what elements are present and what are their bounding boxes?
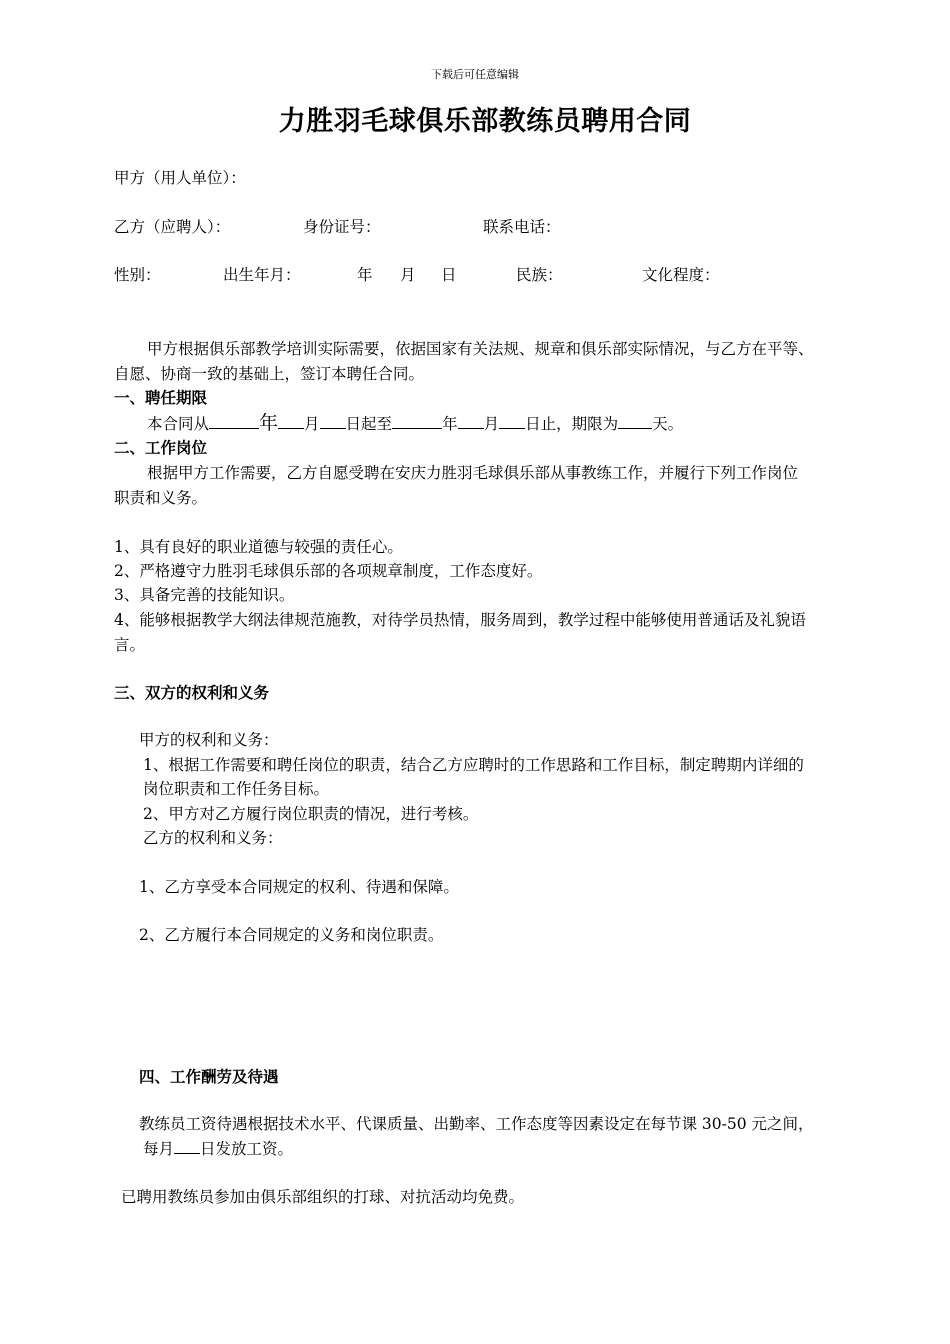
salary-text-monthly: 每月 [143, 1140, 175, 1158]
id-number-label: 身份证号： [303, 218, 381, 236]
term-text-period: 日止，期限为 [525, 415, 619, 433]
start-day-blank [320, 411, 346, 429]
birth-year-unit: 年 [357, 266, 373, 284]
party-a-label: 甲方（用人单位）： [114, 169, 246, 187]
party-a-item-1-line-1: 1、根据工作需要和聘任岗位的职责，结合乙方应聘时的工作思路和工作目标，制定聘期内详细的 [143, 756, 804, 774]
party-a-item-1-line-2: 岗位职责和工作任务目标。 [143, 780, 330, 798]
birth-day-unit: 日 [441, 266, 457, 284]
term-text-to: 日起至 [345, 415, 393, 433]
party-b-label: 乙方（应聘人）： [114, 218, 231, 236]
ethnicity-label: 民族： [516, 266, 563, 284]
term-sentence [147, 411, 683, 436]
party-b-item-1: 1、乙方享受本合同规定的权利、待遇和保障。 [139, 878, 459, 896]
duty-item-2: 2、严格遵守力胜羽毛球俱乐部的各项规章制度，工作态度好。 [114, 562, 543, 580]
end-month-blank [458, 411, 484, 429]
section-2-line-1: 根据甲方工作需要，乙方自愿受聘在安庆力胜羽毛球俱乐部从事教练工作，并履行下列工作岗位 [147, 464, 799, 482]
term-month-unit-2: 月 [483, 415, 500, 433]
start-year-blank [209, 411, 259, 429]
end-year-blank [392, 411, 442, 429]
duty-item-4-cont: 言。 [114, 636, 146, 654]
term-year-unit-2: 年 [442, 415, 458, 433]
pay-day-blank [174, 1136, 200, 1154]
gender-label: 性别： [114, 266, 161, 284]
intro-line-1: 甲方根据俱乐部教学培训实际需要，依据国家有关法规、规章和俱乐部实际情况，与乙方在平等、 [147, 340, 814, 358]
term-text-days: 天。 [652, 415, 684, 433]
party-a-rights-title: 甲方的权利和义务： [139, 731, 279, 749]
salary-text-payday: 日发放工资。 [200, 1140, 294, 1158]
section-2-heading: 二、工作岗位 [114, 438, 208, 457]
birth-label: 出生年月： [223, 266, 301, 284]
education-label: 文化程度： [642, 266, 720, 284]
start-month-blank [278, 411, 304, 429]
free-activities-note: 已聘用教练员参加由俱乐部组织的打球、对抗活动均免费。 [121, 1188, 525, 1206]
duty-item-4: 4、能够根据教学大纲法律规范施教，对待学员热情，服务周到，教学过程中能够使用普通话及礼貌语 [114, 611, 806, 629]
term-text-from: 本合同从 [147, 415, 210, 433]
document-title: 力胜羽毛球俱乐部教练员聘用合同 [278, 106, 692, 137]
end-day-blank [499, 411, 525, 429]
phone-label: 联系电话： [483, 218, 561, 236]
section-2-line-2: 职责和义务。 [114, 489, 208, 507]
duty-item-1: 1、具有良好的职业道德与较强的责任心。 [114, 538, 403, 556]
period-days-blank [618, 411, 652, 429]
party-b-item-2: 2、乙方履行本合同规定的义务和岗位职责。 [139, 926, 444, 944]
intro-line-2: 自愿、协商一致的基础上，签订本聘任合同。 [114, 365, 425, 383]
section-3-heading: 三、双方的权利和义务 [114, 683, 270, 702]
duty-item-3: 3、具备完善的技能知识。 [114, 586, 295, 604]
birth-month-unit: 月 [400, 266, 416, 284]
section-4-heading: 四、工作酬劳及待遇 [139, 1067, 279, 1086]
salary-line-2 [143, 1136, 293, 1161]
party-a-item-2: 2、甲方对乙方履行岗位职责的情况，进行考核。 [143, 805, 479, 823]
salary-line-1: 教练员工资待遇根据技术水平、代课质量、出勤率、工作态度等因素设定在每节课 30-50 元之间， [139, 1115, 814, 1133]
term-year-unit-1: 年 [259, 412, 279, 434]
party-b-rights-title: 乙方的权利和义务： [143, 829, 283, 847]
term-month-unit-1: 月 [304, 415, 320, 433]
header-note: 下载后可任意编辑 [431, 68, 519, 81]
section-1-heading: 一、聘任期限 [114, 388, 208, 407]
